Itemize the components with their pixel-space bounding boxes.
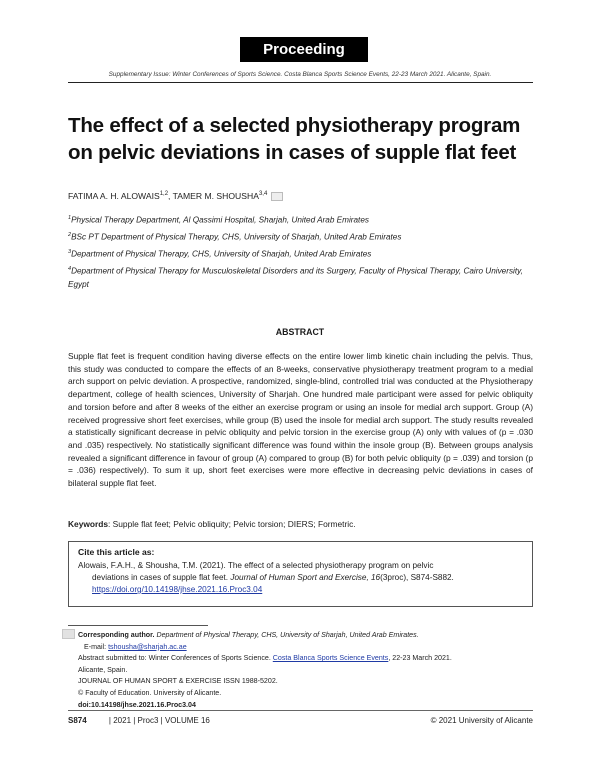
citation-line-1: Alowais, F.A.H., & Shousha, T.M. (2021). The effect of a selected physiotherapy program on pelvic: [78, 561, 434, 570]
citation-text: [78, 560, 524, 596]
keywords: [68, 519, 533, 529]
corresponding-author-label: Corresponding author.: [78, 631, 155, 639]
journal-issn: JOURNAL OF HUMAN SPORT & EXERCISE ISSN 1988-5202.: [78, 677, 278, 686]
copyright-line: © Faculty of Education. University of Alicante.: [78, 688, 222, 697]
citation-line-2: [78, 572, 524, 584]
supplementary-issue-note: Supplementary Issue: Winter Conferences of Sports Science. Costa Blanca Sports Science Events, 22-23 March 2021. Alicante, Spain.: [108, 71, 492, 78]
author-name: FATIMA A. H. ALOWAIS: [68, 191, 160, 201]
page-number: S874: [68, 716, 87, 725]
submission-text: Abstract submitted to: Winter Conferences of Sports Science.: [78, 654, 271, 663]
issue-info: | 2021 | Proc3 | VOLUME 16: [108, 716, 210, 725]
footnotes: [78, 630, 538, 711]
affiliation-4: [68, 263, 538, 291]
citation-heading: Cite this article as:: [78, 547, 155, 557]
affiliation-3: [68, 246, 538, 261]
affiliation-marker: 1: [68, 215, 72, 221]
affiliation-text: Department of Physical Therapy, CHS, University of Sharjah, United Arab Emirates: [71, 249, 372, 259]
email-line: [78, 642, 538, 654]
abstract-body: Supple flat feet is frequent condition having diverse effects on the entire lower limb kinetic chain including the pelvis. Thus, this study was conducted to compare the effects of an 8-weeks, conservative physiotherapy treatment program to a medial arch support on pelvic deviation. A prospective, randomized, single-blind, controlled trial was conducted at the Physiotherapy department, college of health sciences, University of Sharjah. One hundred male participant were assed for pelvic obliquity and torsion before and after 8 weeks of the either an exercise program or using an insole for medial arch support. Group (A) received progressive short feet exercises, while group (B) used the insole for medial arch support. The study results revealed a statistically significant decrease in pelvic obliquity and pelvic torsion in the exercise group (A) only with values of (p = .030 and .035) respectively. No statistically significant difference was found within the insole group (B). Between groups analysis revealed a significant difference in favour of group (A) compared to group (B) for both pelvic obliquity (p = .039) and torsion (p = .036) respectively). To sum it up, short feet exercises were more effective in decreasing pelvic deviations in cases of bilateral supple flat feet.: [68, 351, 533, 489]
footer-divider: [68, 710, 533, 711]
affiliation-marker: 3: [68, 249, 72, 255]
article-title: The effect of a selected physiotherapy program on pelvic deviations in cases of supple flat feet: [68, 114, 521, 164]
author-list: FATIMA A. H. ALOWAIS$^{1,2}$, TAMER M. SHOUSHA$^{3,4}$: [68, 191, 283, 201]
affiliation-text: BSc PT Department of Physical Therapy, CHS, University of Sharjah, United Arab Emirates: [71, 232, 402, 242]
affiliation-marker: 4: [68, 266, 72, 272]
submission-line: [78, 653, 538, 665]
email-link[interactable]: tshousha@sharjah.ac.ae: [108, 642, 187, 651]
envelope-icon: [62, 629, 75, 639]
citation-doi-link[interactable]: https://doi.org/10.14198/jhse.2021.16.Proc3.04: [92, 585, 263, 594]
corresponding-author-affiliation: Department of Physical Therapy, CHS, University of Sharjah, United Arab Emirates.: [156, 631, 419, 639]
footnote-divider: [68, 625, 208, 626]
events-link[interactable]: Costa Blanca Sports Science Events: [272, 654, 389, 663]
abstract-heading: ABSTRACT: [275, 327, 325, 337]
citation-box: [68, 541, 533, 607]
doi-line: doi:10.14198/jhse.2021.16.Proc3.04: [78, 700, 196, 709]
affiliation-1: [68, 212, 538, 227]
keywords-list: : Supple flat feet; Pelvic obliquity; Pelvic torsion; DIERS; Formetric.: [108, 519, 356, 529]
submission-date: , 22-23 March 2021.: [388, 654, 452, 663]
email-label: E-mail:: [84, 642, 107, 651]
footer-copyright: © 2021 University of Alicante: [430, 716, 533, 725]
affiliation-text: Department of Physical Therapy for Musculoskeletal Disorders and its Surgery, Faculty of Physical Therapy, Cairo University, Egypt: [68, 266, 523, 289]
author-name: TAMER M. SHOUSHA: [172, 191, 259, 201]
page-footer: [68, 716, 533, 725]
citation-journal: Journal of Human Sport and Exercise, 16: [230, 573, 381, 582]
citation-article-title: deviations in cases of supple flat feet.: [92, 573, 229, 582]
location-line: Alicante, Spain.: [78, 665, 128, 674]
keywords-label: Keywords: [68, 519, 109, 529]
author-affiliation-marker: 1,2: [159, 191, 169, 198]
email-icon[interactable]: [271, 192, 283, 201]
affiliation-text: Physical Therapy Department, Al Qassimi Hospital, Sharjah, United Arab Emirates: [71, 215, 369, 225]
affiliation-2: [68, 229, 538, 244]
header-divider: [68, 82, 533, 83]
citation-pages: (3proc), S874-S882.: [380, 573, 454, 582]
author-affiliation-marker: 3,4: [258, 191, 268, 198]
affiliation-marker: 2: [68, 232, 72, 238]
proceeding-banner: Proceeding: [240, 37, 368, 62]
corresponding-author: [78, 630, 538, 642]
